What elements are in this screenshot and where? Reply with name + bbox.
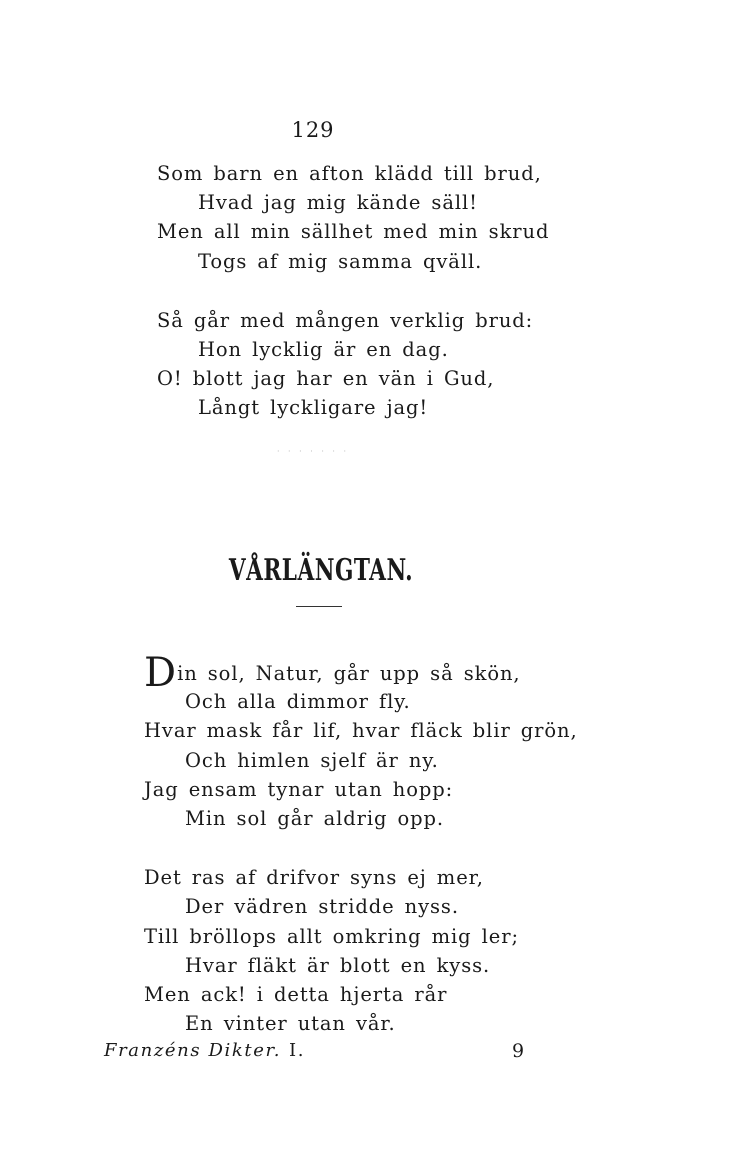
title-rule [296, 606, 342, 607]
poem1-line-2: Hvad jag mig kände säll! [198, 191, 478, 214]
sheet-number: 9 [512, 1040, 525, 1062]
poem2-line-10: Hvar fläkt är blott en kyss. [185, 954, 491, 977]
poem1-line-1: Som barn en afton klädd till brud, [157, 162, 542, 185]
poem2-line-9: Till bröllops allt omkring mig ler; [144, 925, 519, 948]
poem2-line-6: Min sol går aldrig opp. [185, 807, 444, 830]
footer-signature [104, 1040, 305, 1061]
poem2-line-1 [144, 650, 521, 696]
poem1-line-8: Långt lyckligare jag! [198, 396, 429, 419]
poem2-line-5: Jag ensam tynar utan hopp: [144, 778, 454, 801]
footer-signature-text: Franzéns Dikter. [104, 1040, 282, 1061]
poem2-line-4: Och himlen sjelf är ny. [185, 749, 439, 772]
poem2-line-2: Och alla dimmor fly. [185, 690, 411, 713]
poem2-line-11: Men ack! i detta hjerta rår [144, 983, 448, 1006]
faint-ornament: · · · · · · · [276, 447, 350, 456]
poem1-line-7: O! blott jag har en vän i Gud, [157, 367, 495, 390]
poem1-line-3: Men all min sällhet med min skrud [157, 220, 550, 243]
footer-volume: I. [289, 1040, 306, 1061]
page-number: 129 [291, 118, 335, 142]
poem1-line-6: Hon lycklig är en dag. [198, 338, 449, 361]
poem2-line-1-text: in sol, Natur, går upp så skön, [177, 662, 521, 685]
poem1-line-4: Togs af mig samma qväll. [198, 250, 483, 273]
poem1-line-5: Så går med mången verklig brud: [157, 309, 534, 332]
drop-cap: D [144, 650, 177, 696]
poem2-line-8: Der vädren stridde nyss. [185, 895, 459, 918]
poem2-line-12: En vinter utan vår. [185, 1012, 396, 1035]
poem2-line-3: Hvar mask får lif, hvar fläck blir grön, [144, 719, 578, 742]
poem-title: VÅRLÄNGTAN. [228, 551, 414, 588]
poem2-line-7: Det ras af drifvor syns ej mer, [144, 866, 484, 889]
